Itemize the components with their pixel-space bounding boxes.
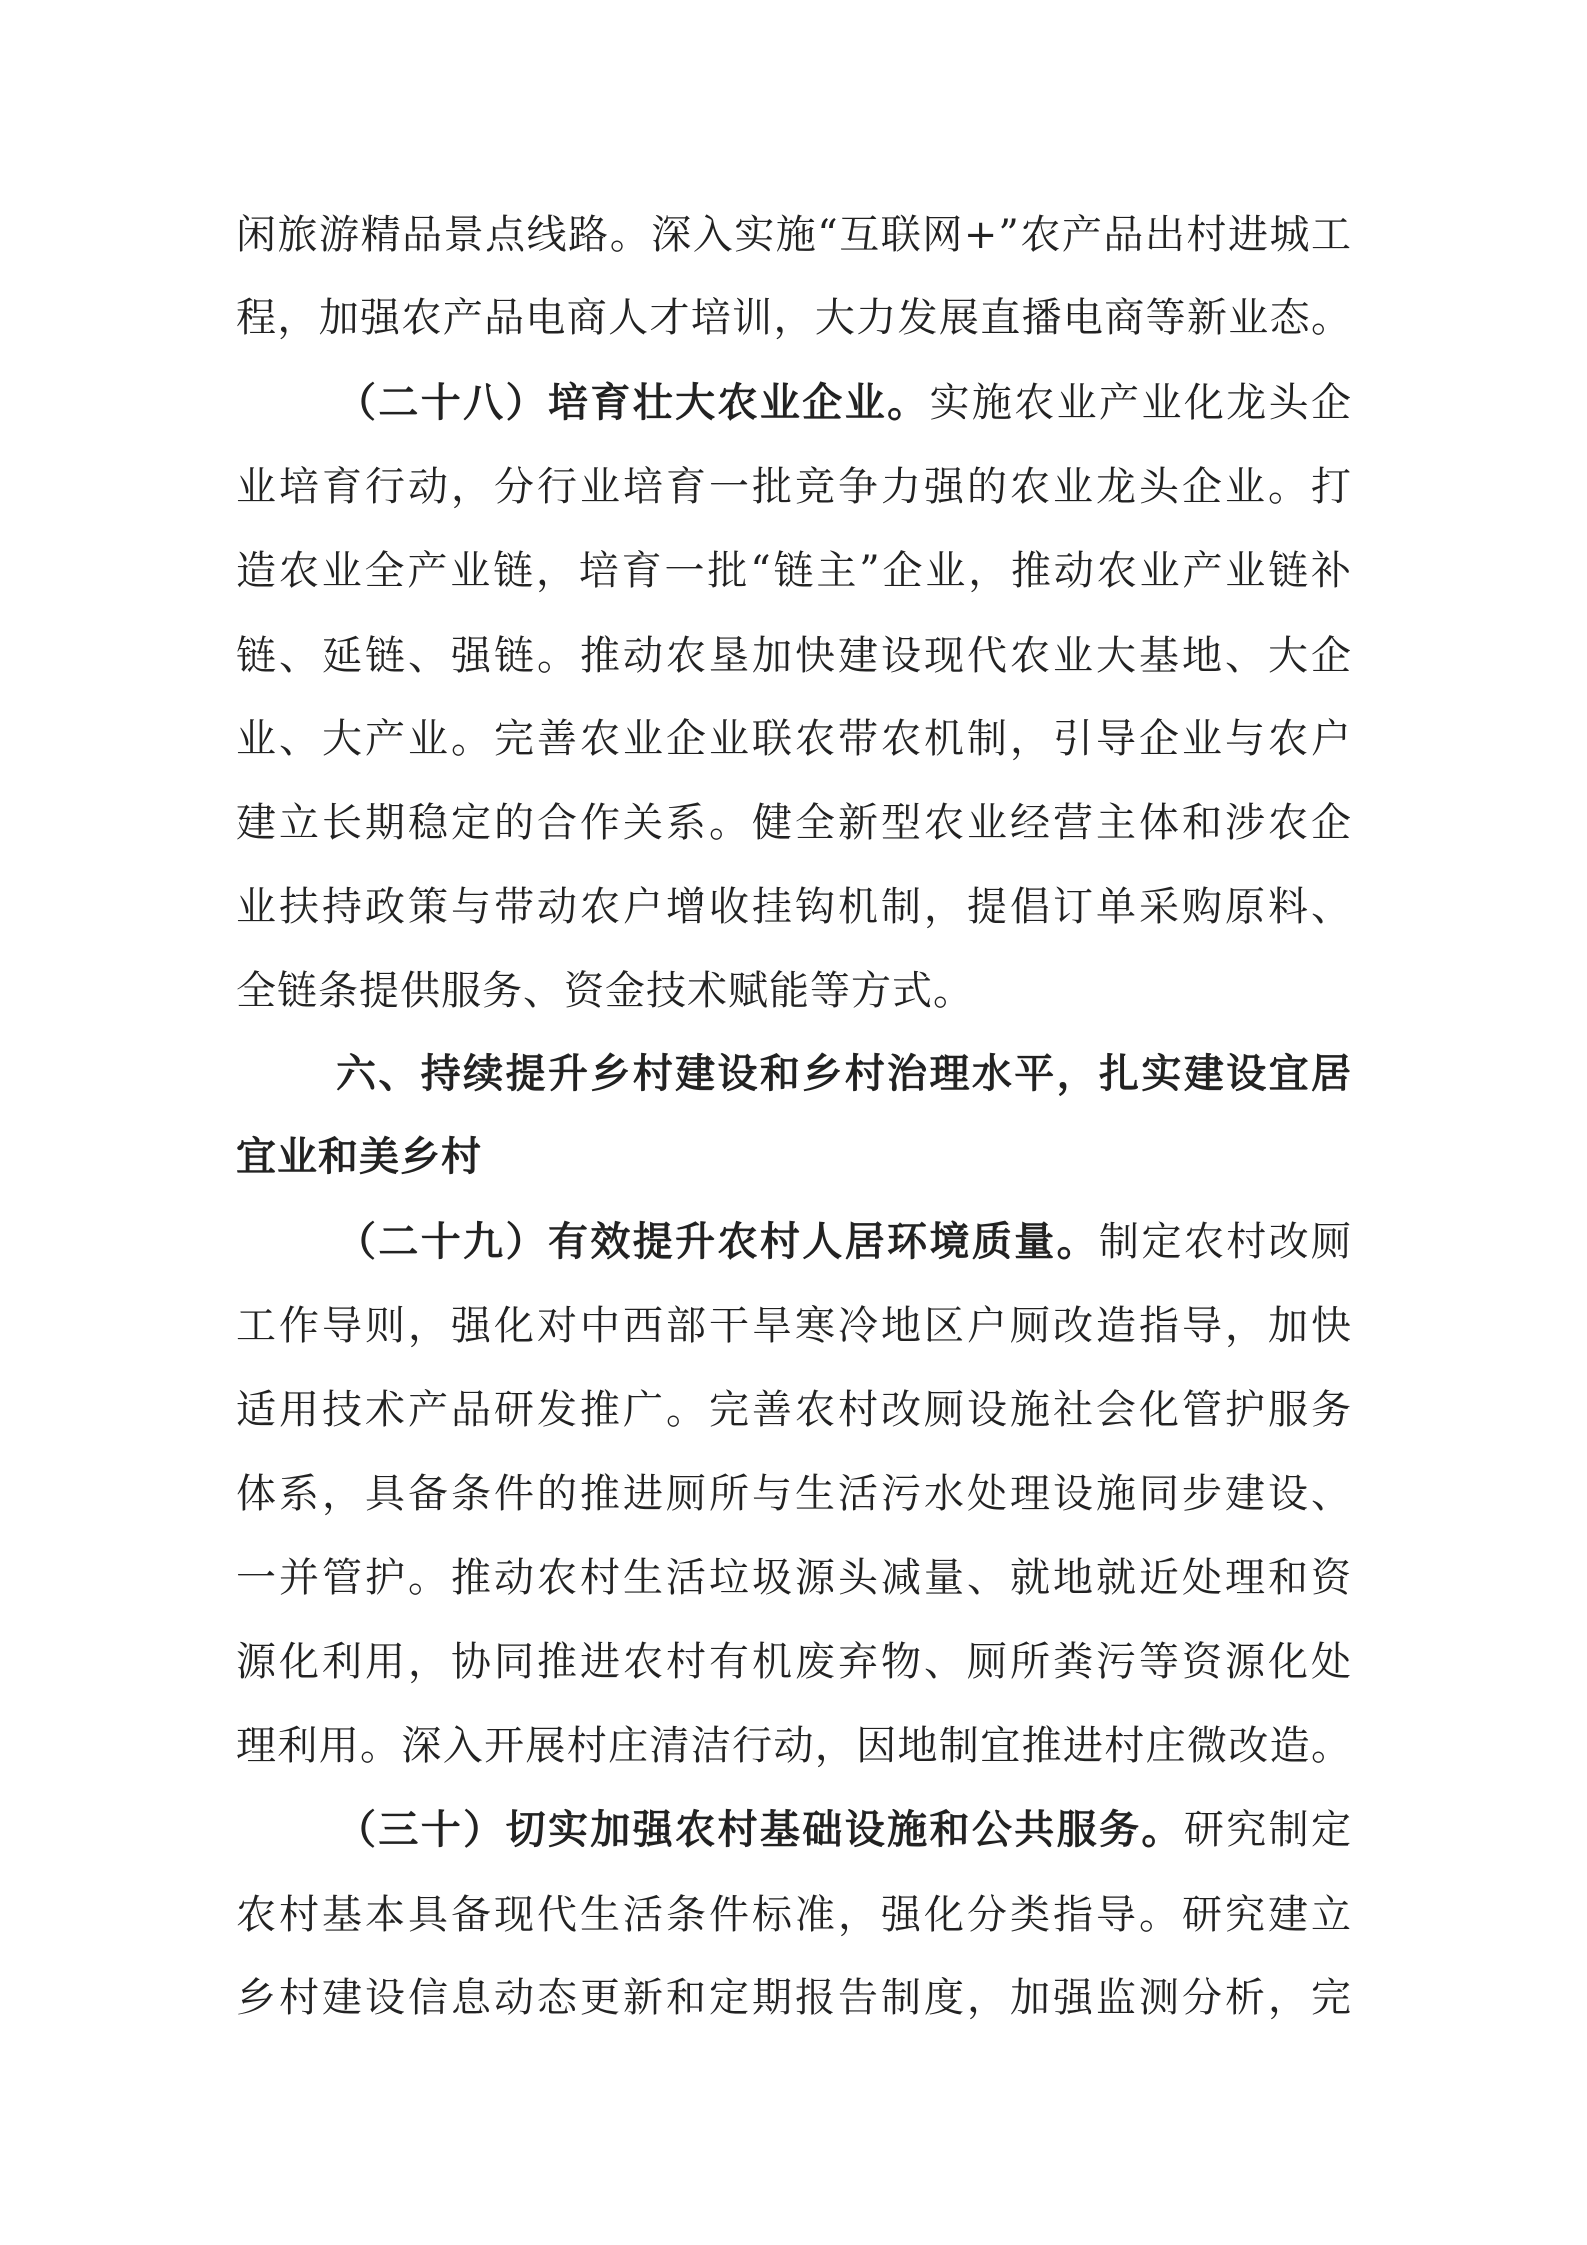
- text-line: 业培育行动，分行业培育一批竞争力强的农业龙头企业。打: [236, 464, 1352, 510]
- text-line: 一并管护。推动农村生活垃圾源头减量、就地就近处理和资: [236, 1555, 1352, 1601]
- section-29-title: （二十九）有效提升农村人居环境质量。: [336, 1218, 1100, 1265]
- section-28-title: （二十八）培育壮大农业企业。: [336, 379, 930, 426]
- text-line: 乡村建设信息动态更新和定期报告制度，加强监测分析，完: [236, 1975, 1352, 2021]
- text-line: 全链条提供服务、资金技术赋能等方式。: [236, 968, 974, 1014]
- text-line: 程，加强农产品电商人才培训，大力发展直播电商等新业态。: [236, 295, 1352, 341]
- chapter-heading: 六、持续提升乡村建设和乡村治理水平，扎实建设宜居: [336, 1051, 1352, 1097]
- section-30-first-line: [336, 1795, 1352, 1865]
- text-line: 造农业全产业链，培育一批“链主”企业，推动农业产业链补: [236, 548, 1352, 594]
- text-line: 体系，具备条件的推进厕所与生活污水处理设施同步建设、: [236, 1471, 1352, 1517]
- text-line: 工作导则，强化对中西部干旱寒冷地区户厕改造指导，加快: [236, 1303, 1352, 1349]
- section-30-text: 研究制定: [1183, 1807, 1353, 1853]
- text-line: 源化利用，协同推进农村有机废弃物、厕所粪污等资源化处: [236, 1639, 1352, 1685]
- text-line: 农村基本具备现代生活条件标准，强化分类指导。研究建立: [236, 1892, 1352, 1938]
- text-line: 链、延链、强链。推动农垦加快建设现代农业大基地、大企: [236, 633, 1352, 679]
- text-line: 闲旅游精品景点线路。深入实施“互联网+”农产品出村进城工: [236, 212, 1352, 258]
- section-30-title: （三十）切实加强农村基础设施和公共服务。: [336, 1806, 1184, 1853]
- section-29-text: 制定农村改厕: [1099, 1219, 1353, 1265]
- chapter-heading: 宜业和美乡村: [236, 1134, 482, 1180]
- section-28-first-line: [336, 368, 1352, 438]
- section-28-text: 实施农业产业化龙头企: [929, 380, 1353, 426]
- section-29-first-line: [336, 1207, 1352, 1277]
- text-line: 建立长期稳定的合作关系。健全新型农业经营主体和涉农企: [236, 800, 1352, 846]
- text-line: 业扶持政策与带动农户增收挂钩机制，提倡订单采购原料、: [236, 884, 1352, 930]
- text-line: 理利用。深入开展村庄清洁行动，因地制宜推进村庄微改造。: [236, 1723, 1352, 1769]
- text-line: 业、大产业。完善农业企业联农带农机制，引导企业与农户: [236, 716, 1352, 762]
- text-line: 适用技术产品研发推广。完善农村改厕设施社会化管护服务: [236, 1387, 1352, 1433]
